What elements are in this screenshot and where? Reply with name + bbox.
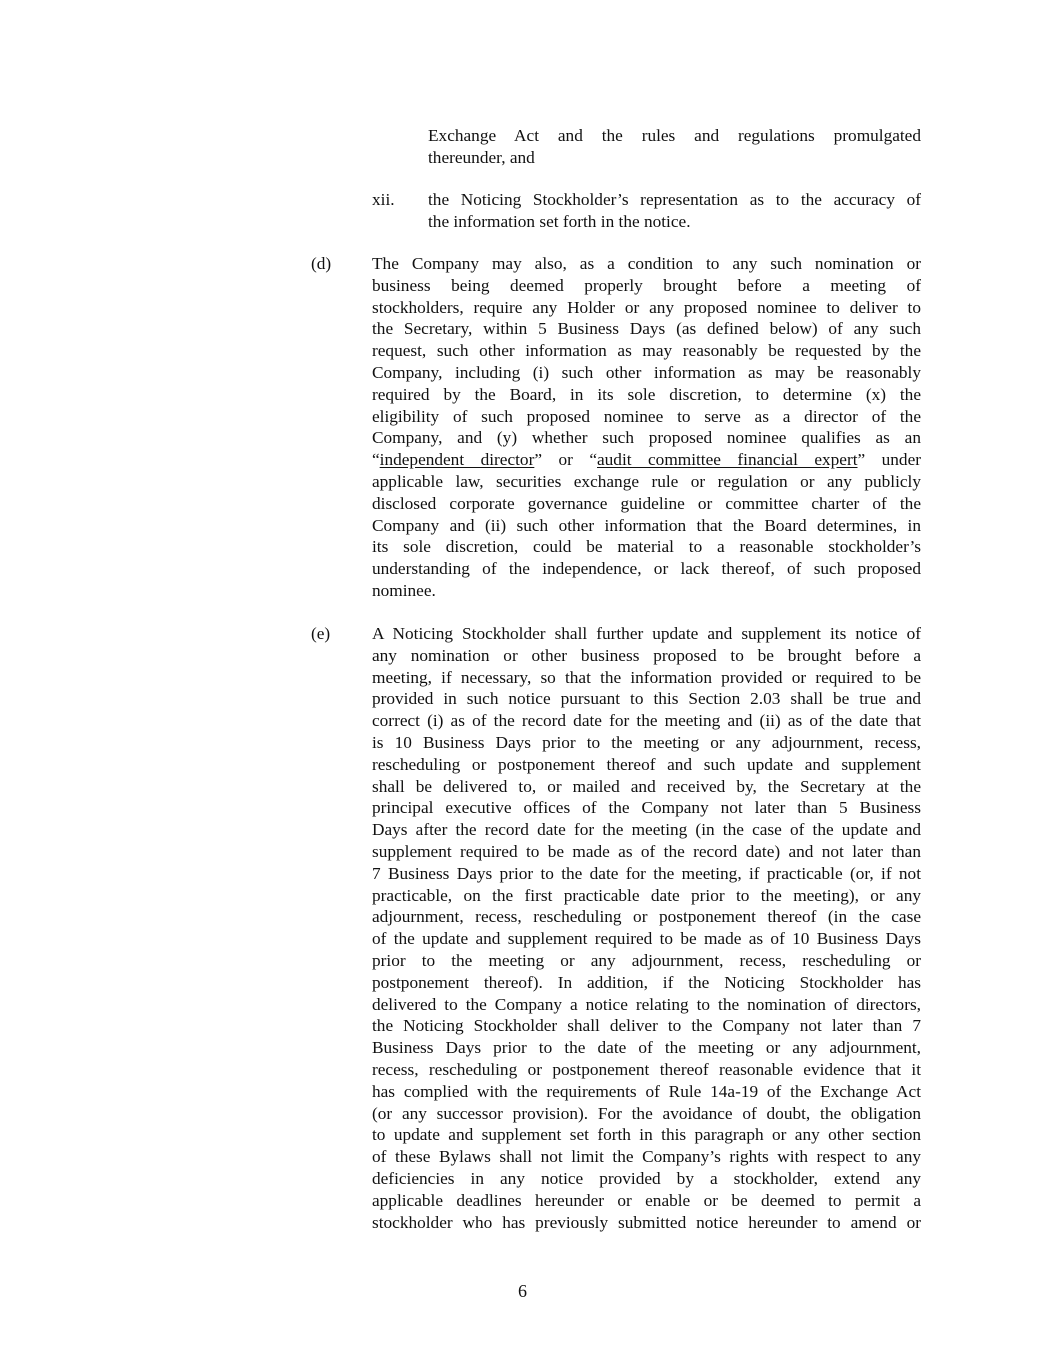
paragraph-d-text: [372, 253, 921, 602]
text-line: The Company may also, as a condition to any such nomination or: [372, 254, 921, 273]
text-line: 7 Business Days prior to the date for the meeting, if practicable (or, if not: [372, 863, 921, 883]
text-line: A Noticing Stockholder shall further update and supplement its notice of: [372, 624, 921, 643]
item-xii-text: [428, 189, 921, 233]
text-line: has complied with the requirements of Rule 14a-19 of the Exchange Act: [372, 1081, 921, 1101]
text-line: principal executive offices of the Company not later than 5 Business: [372, 798, 921, 818]
text-segment: ” under: [857, 450, 921, 470]
text-line: its sole discretion, could be material to a reasonable stockholder’s: [372, 537, 921, 557]
text-line: stockholder who has previously submitted notice hereunder to amend or: [372, 1212, 921, 1232]
text-line: provided in such notice pursuant to this Section 2.03 shall be true and: [372, 689, 921, 709]
text-line: business being deemed properly brought before a meeting of: [372, 275, 921, 295]
text-line: request, such other information as may reasonably be requested by the: [372, 341, 921, 361]
text-line: [372, 449, 921, 471]
underlined-term: audit committee financial expert: [597, 450, 858, 470]
text-line: eligibility of such proposed nominee to serve as a director of the: [372, 406, 921, 426]
underlined-term: independent director: [379, 450, 535, 470]
item-xii-label: xii.: [372, 190, 395, 209]
paragraph-e-text: [372, 623, 921, 1233]
text-line: stockholders, require any Holder or any proposed nominee to deliver to: [372, 297, 921, 317]
text-line: any nomination or other business proposed to be brought before a: [372, 645, 921, 665]
text-line: supplement required to be made as of the record date) and not later than: [372, 841, 921, 861]
text-line: delivered to the Company a notice relating to the nomination of directors,: [372, 994, 921, 1014]
text-line: the information set forth in the notice.: [428, 211, 691, 231]
text-line: practicable, on the first practicable date prior to the meeting), or any: [372, 885, 921, 905]
text-line: is 10 Business Days prior to the meeting or any adjournment, recess,: [372, 732, 921, 752]
text-line: the Noticing Stockholder shall deliver to the Company not later than 7: [372, 1016, 921, 1036]
text-line: understanding of the independence, or lack thereof, of such proposed: [372, 559, 921, 579]
text-line: Company, and (y) whether such proposed nominee qualifies as an: [372, 428, 921, 448]
text-line: required by the Board, in its sole discretion, to determine (x) the: [372, 384, 921, 404]
text-line: meeting, if necessary, so that the information provided or required to be: [372, 667, 921, 687]
text-line: recess, rescheduling or postponement thereof reasonable evidence that it: [372, 1059, 921, 1079]
paragraph-e-label: (e): [311, 624, 331, 643]
text-segment: ” or “: [534, 450, 597, 470]
text-line: Days after the record date for the meeting (in the case of the update and: [372, 820, 921, 840]
text-line: Company and (ii) such other information that the Board determines, in: [372, 515, 921, 535]
text-line: prior to the meeting or any adjournment, recess, rescheduling or: [372, 950, 921, 970]
text-line: adjournment, recess, rescheduling or postponement thereof (in the case: [372, 907, 921, 927]
text-line: nominee.: [372, 580, 436, 600]
text-line: deficiencies in any notice provided by a stockholder, extend any: [372, 1168, 921, 1188]
text-line: applicable deadlines hereunder or enable or be deemed to permit a: [372, 1190, 921, 1210]
text-line: Exchange Act and the rules and regulations promulgated: [428, 126, 921, 145]
text-line: (or any successor provision). For the avoidance of doubt, the obligation: [372, 1103, 921, 1123]
text-line: of these Bylaws shall not limit the Company’s rights with respect to any: [372, 1147, 921, 1167]
continuation-text: [428, 125, 921, 169]
page-number: 6: [518, 1281, 527, 1301]
text-line: postponement thereof). In addition, if the Noticing Stockholder has: [372, 972, 921, 992]
text-line: of the update and supplement required to be made as of 10 Business Days: [372, 929, 921, 949]
text-segment: “: [372, 450, 380, 470]
text-line: shall be delivered to, or mailed and received by, the Secretary at the: [372, 776, 921, 796]
text-line: the Noticing Stockholder’s representation as to the accuracy of: [428, 190, 921, 209]
text-line: correct (i) as of the record date for the meeting and (ii) as of the date that: [372, 711, 921, 731]
text-line: thereunder, and: [428, 147, 535, 167]
text-line: the Secretary, within 5 Business Days (as defined below) of any such: [372, 319, 921, 339]
text-line: Business Days prior to the date of the meeting or any adjournment,: [372, 1038, 921, 1058]
text-line: to update and supplement set forth in this paragraph or any other section: [372, 1125, 921, 1145]
text-line: Company, including (i) such other information as may be reasonably: [372, 362, 921, 382]
paragraph-d-label: (d): [311, 254, 332, 273]
text-line: rescheduling or postponement thereof and such update and supplement: [372, 754, 921, 774]
text-line: disclosed corporate governance guideline or committee charter of the: [372, 493, 921, 513]
text-line: applicable law, securities exchange rule or regulation or any publicly: [372, 471, 921, 491]
